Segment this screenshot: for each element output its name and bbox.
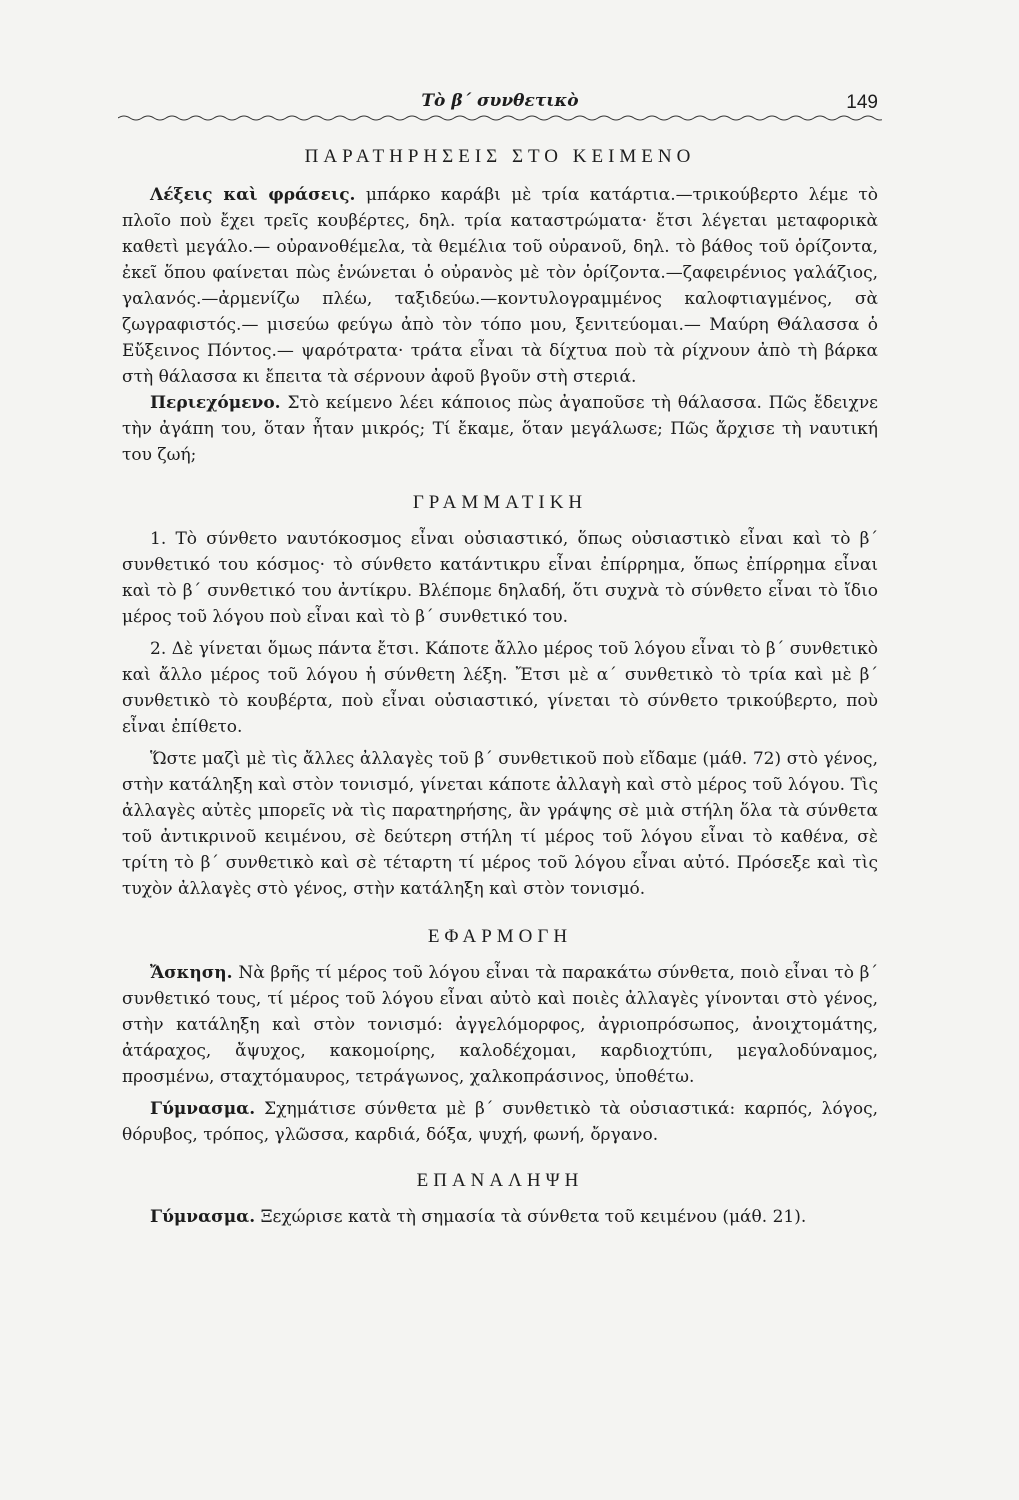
exercise-text: Νὰ βρῆς τί μέρος τοῦ λόγου εἶναι τὰ παρακάτω σύνθετα, ποιὸ εἶναι τὸ β΄ συνθετικό τους, τί μέρος τοῦ λόγου εἶναι αὐτὸ καὶ ποιὲς ἀλλαγὲς γίνονται στὸ γένος, στὴν κατάληξη καὶ στὸν τονισμό: ἀγγελόμορφος, ἀγριοπρόσωπος, ἀνοιχτομάτης, ἀτάραχος, ἄψυχος, κακομοίρης, καλοδέχομαι, καρδιοχτύπι, μεγαλοδύναμος, προσμένω, σταχτόμαυρος, τετράγωνος, χαλκοπράσινος, ὑποθέτω. xyxy=(122,963,878,1087)
content-label: Περιεχόμενο. xyxy=(150,393,281,413)
application-drill-label: Γύμνασμα. xyxy=(150,1099,256,1119)
grammar-paragraph-1: 1. Τὸ σύνθετο ναυτόκοσμος εἶναι οὐσιαστικό, ὅπως οὐσιαστικὸ εἶναι καὶ τὸ β΄ συνθετικό του κόσμος· τὸ σύνθετο κατάντικρυ εἶναι ἐπίρρημα, ὅπως ἐπίρρημα εἶναι καὶ τὸ β΄ συνθετικό του ἀντίκρυ. Βλέπομε δηλαδή, ὅτι συχνὰ τὸ σύνθετο εἶναι τὸ ἴδιο μέρος τοῦ λόγου ποὺ εἶναι καὶ τὸ β΄ συνθετικό του. xyxy=(122,529,878,627)
review-drill-label: Γύμνασμα. xyxy=(150,1207,256,1227)
words-paragraph xyxy=(122,182,878,390)
content-text: Στὸ κείμενο λέει κάποιος πὼς ἀγαποῦσε τὴ θάλασσα. Πῶς ἔδειχνε τὴν ἀγάπη του, ὅταν ἦταν μικρός; Τί ἔκαμε, ὅταν μεγάλωσε; Πῶς ἄρχισε τὴ ναυτική του ζωή; xyxy=(122,393,878,465)
running-header xyxy=(122,82,878,122)
words-text: μπάρκο καράβι μὲ τρία κατάρτια.—τρικούβερτο λέμε τὸ πλοῖο ποὺ ἔχει τρεῖς κουβέρτες, δηλ. τρία καταστρώματα· ἔτσι λέγεται μεταφορικὰ καθετὶ μεγάλο.— οὐρανοθέμελα, τὰ θεμέλια τοῦ οὐρανοῦ, δηλ. τὸ βάθος τοῦ ὁρίζοντα, ἐκεῖ ὅπου φαίνεται πὼς ἑνώνεται ὁ οὐρανὸς μὲ τὸν ὁρίζοντα.—ζαφειρένιος γαλάζιος, γαλανός.—ἀρμενίζω πλέω, ταξιδεύω.—κοντυλογραμμένος καλοφτιαγμένος, σὰ ζωγραφιστός.— μισεύω φεύγω ἀπὸ τὸν τόπο μου, ξενιτεύομαι.— Μαύρη Θάλασσα ὁ Εὔξεινος Πόντος.— ψαρότρατα· τράτα εἶναι τὰ δίχτυα ποὺ τὰ ρίχνουν ἀπὸ τὴ βάρκα στὴ θάλασσα κι ἔπειτα τὰ σέρνουν ἀφοῦ βγοῦν στὴ στεριά. xyxy=(122,185,879,387)
application-heading: ΕΦΑΡΜΟΓΗ xyxy=(427,926,573,947)
notes-heading: ΠΑΡΑΤΗΡΗΣΕΙΣ ΣΤΟ ΚΕΙΜΕΝΟ xyxy=(304,146,696,167)
running-title: Τὸ β΄ συνθετικὸ xyxy=(421,91,579,111)
wavy-rule xyxy=(118,114,882,122)
grammar-paragraph-2: 2. Δὲ γίνεται ὅμως πάντα ἔτσι. Κάποτε ἄλλο μέρος τοῦ λόγου εἶναι τὸ β΄ συνθετικὸ καὶ ἄλλο μέρος τοῦ λόγου ἡ σύνθετη λέξη. Ἔτσι μὲ α΄ συνθετικὸ τὸ τρία καὶ μὲ β΄ συνθετικὸ τὸ κουβέρτα, ποὺ εἶναι οὐσιαστικό, γίνεται τὸ σύνθετο τρικούβερτο, ποὺ εἶναι ἐπίθετο. xyxy=(122,639,878,737)
grammar-heading: ΓΡΑΜΜΑΤΙΚΗ xyxy=(412,492,588,513)
exercise-label: Ἄσκηση. xyxy=(150,963,233,983)
exercise-paragraph xyxy=(122,960,878,1090)
page-number: 149 xyxy=(846,92,878,113)
words-label: Λέξεις καὶ φράσεις. xyxy=(150,185,356,205)
content-paragraph xyxy=(122,390,878,468)
review-drill-text: Ξεχώρισε κατὰ τὴ σημασία τὰ σύνθετα τοῦ κειμένου (μάθ. 21). xyxy=(260,1207,807,1227)
grammar-paragraph-3: Ὥστε μαζὶ μὲ τὶς ἄλλες ἀλλαγὲς τοῦ β΄ συνθετικοῦ ποὺ εἴδαμε (μάθ. 72) στὸ γένος, στὴν κατάληξη καὶ στὸν τονισμό, γίνεται κάποτε ἀλλαγὴ καὶ στὸ μέρος τοῦ λόγου. Τὶς ἀλλαγὲς αὐτὲς μπορεῖς νὰ τὶς παρατηρήσης, ἂν γράψης σὲ μιὰ στήλη ὅλα τὰ σύνθετα τοῦ ἀντικρινοῦ κειμένου, σὲ δεύτερη στήλη τί μέρος τοῦ λόγου εἶναι τὸ καθένα, σὲ τρίτη τὸ β΄ συνθετικὸ καὶ σὲ τέταρτη τί μέρος τοῦ λόγου εἶναι αὐτό. Πρόσεξε καὶ τὶς τυχὸν ἀλλαγὲς στὸ γένος, στὴν κατάληξη καὶ στὸν τονισμό. xyxy=(122,749,878,899)
application-drill-text: Σχημάτισε σύνθετα μὲ β΄ συνθετικὸ τὰ οὐσιαστικά: καρπός, λόγος, θόρυβος, τρόπος, γλῶσσα, καρδιά, δόξα, ψυχή, φωνή, ὄργανο. xyxy=(122,1099,879,1145)
application-drill-paragraph xyxy=(122,1096,878,1148)
page xyxy=(122,82,878,1230)
review-heading: ΕΠΑΝΑΛΗΨΗ xyxy=(416,1170,584,1191)
review-drill-paragraph xyxy=(122,1204,878,1230)
